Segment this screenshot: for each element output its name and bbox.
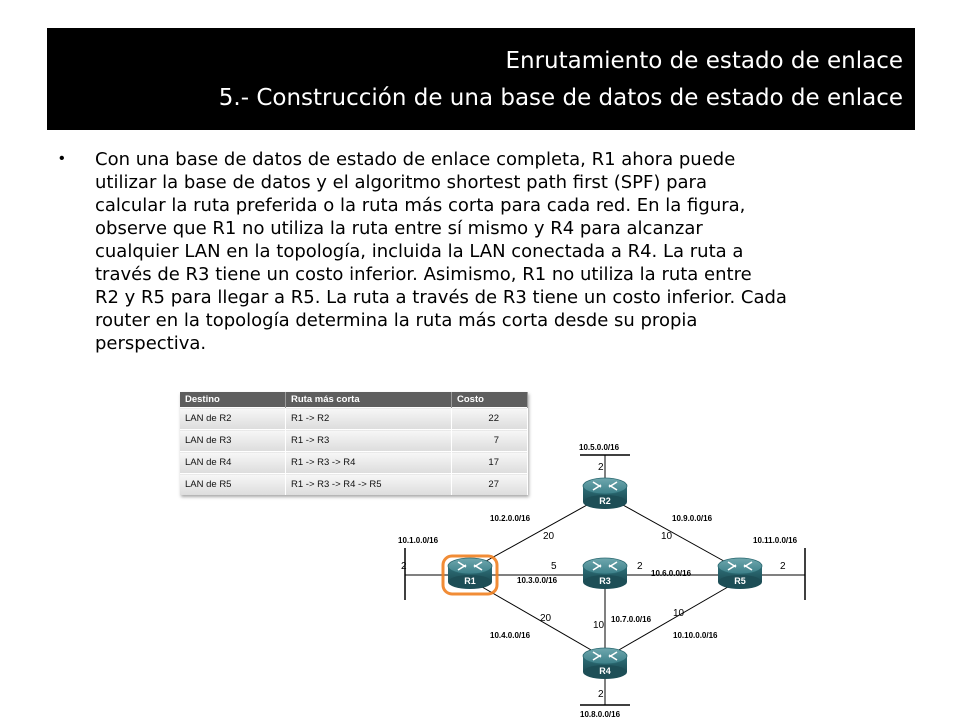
cell-ruta: R1 -> R3 -> R4 -> R5	[286, 474, 452, 496]
body-line: cualquier LAN en la topología, incluida la LAN conectada a R4. La ruta a	[95, 241, 744, 262]
router-r3	[583, 558, 627, 589]
link-r2-r5	[605, 495, 740, 570]
body-line: calcular la ruta preferida o la ruta más corta para cada red. En la figura,	[95, 195, 746, 216]
body-line: observe que R1 no utiliza la ruta entre sí mismo y R4 para alcanzar	[95, 218, 703, 239]
cell-destino: LAN de R2	[180, 408, 286, 430]
network-label: 10.8.0.0/16	[580, 710, 621, 719]
cell-ruta: R1 -> R3 -> R4	[286, 452, 452, 474]
router-r2	[583, 478, 627, 509]
network-label: 10.5.0.0/16	[579, 443, 620, 452]
cost-label: 2	[598, 462, 604, 473]
cost-label: 2	[780, 561, 786, 572]
cost-label: 10	[593, 620, 605, 631]
slide-title: Enrutamiento de estado de enlace	[505, 48, 903, 74]
cell-ruta: R1 -> R2	[286, 408, 452, 430]
body-line: través de R3 tiene un costo inferior. Asimismo, R1 no utiliza la ruta entre	[95, 264, 752, 285]
body-line: R2 y R5 para llegar a R5. La ruta a través de R3 tiene un costo inferior. Cada	[95, 287, 787, 308]
network-label: 10.9.0.0/16	[672, 514, 713, 523]
network-label: 10.1.0.0/16	[398, 536, 439, 545]
router-label: R3	[599, 576, 611, 586]
cost-label: 2	[598, 689, 604, 700]
body-line: router en la topología determina la ruta más corta desde su propia	[95, 310, 698, 331]
cell-destino: LAN de R4	[180, 452, 286, 474]
header-destino: Destino	[180, 392, 286, 408]
network-label: 10.7.0.0/16	[611, 615, 652, 624]
network-label: 10.2.0.0/16	[490, 514, 531, 523]
router-label: R2	[599, 496, 611, 506]
network-label: 10.11.0.0/16	[753, 536, 798, 545]
cell-costo: 22	[452, 408, 528, 430]
cost-label: 2	[637, 561, 643, 572]
router-label: R5	[734, 576, 746, 586]
bullet-marker: •	[59, 150, 65, 167]
router-r5	[718, 558, 762, 589]
cell-destino: LAN de R3	[180, 430, 286, 452]
router-label: R4	[599, 666, 611, 676]
network-label: 10.6.0.0/16	[651, 569, 692, 578]
link-r1-r2	[470, 495, 605, 570]
cell-costo: 7	[452, 430, 528, 452]
network-label: 10.3.0.0/16	[517, 576, 558, 585]
network-label: 10.4.0.0/16	[490, 631, 531, 640]
cost-label: 20	[540, 613, 552, 624]
router-r4	[583, 648, 627, 679]
header-ruta: Ruta más corta	[286, 392, 452, 408]
cost-label: 10	[673, 608, 685, 619]
slide-subtitle: 5.- Construcción de una base de datos de estado de enlace	[218, 85, 903, 111]
cell-costo: 17	[452, 452, 528, 474]
cost-label: 5	[551, 561, 557, 572]
body-line: utilizar la base de datos y el algoritmo shortest path first (SPF) para	[95, 172, 707, 193]
router-label: R1	[464, 576, 476, 586]
cost-label: 2	[401, 561, 407, 572]
cell-ruta: R1 -> R3	[286, 430, 452, 452]
router-r1	[448, 558, 492, 589]
header-costo: Costo	[452, 392, 528, 408]
cost-label: 20	[543, 531, 555, 542]
cost-label: 10	[661, 531, 673, 542]
body-line: Con una base de datos de estado de enlace completa, R1 ahora puede	[95, 149, 736, 170]
cell-destino: LAN de R5	[180, 474, 286, 496]
link-r1-r4	[470, 580, 605, 658]
cell-costo: 27	[452, 474, 528, 496]
body-line: perspectiva.	[95, 333, 207, 354]
network-label: 10.10.0.0/16	[673, 631, 718, 640]
